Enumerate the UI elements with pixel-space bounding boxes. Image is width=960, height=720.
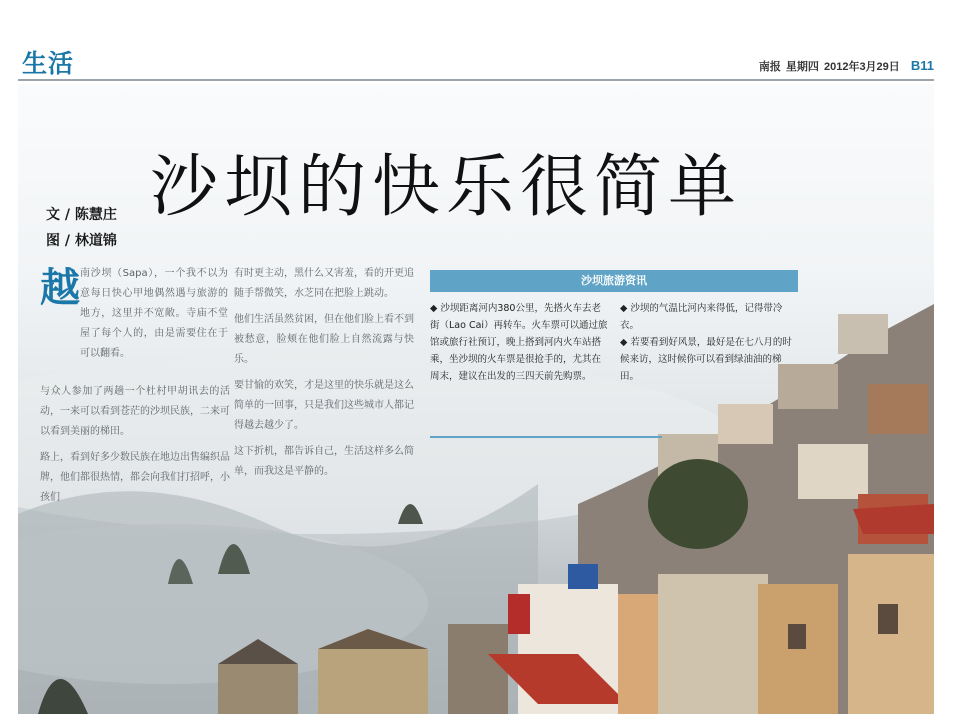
headline: 沙坝的快乐很简单 xyxy=(150,148,743,227)
page-header-info xyxy=(757,58,934,74)
paper-name: 南报 xyxy=(758,61,781,73)
drop-cap: 越 xyxy=(40,265,80,311)
article-column-1 xyxy=(40,382,230,514)
section-title: 生活 xyxy=(22,49,75,78)
paragraph: 要甘愉的欢笑，才是这里的快乐就是这么简单的一回事，只是我们这些城市人都记得越去越少了。 xyxy=(234,380,414,431)
author-credit: 文 / 陈慧庄 xyxy=(46,207,117,223)
article-column-1-intro xyxy=(80,264,228,370)
paragraph: 路上，看到好多少数民族在地边出售编织品牌，他们都很热情，都会向我们打招呼，小孩们 xyxy=(40,452,230,503)
photo-credit: 图 / 林道锦 xyxy=(46,233,117,249)
paragraph: 与众人参加了两趟一个杜村甲胡讯去的活动，一来可以看到苍茫的沙坝民族，二来可以看到美丽的梯田。 xyxy=(40,386,230,437)
page-number: B11 xyxy=(910,58,934,73)
sapa-town-photo xyxy=(18,84,934,714)
paragraph: 有时更主动，黑什么又害羞，看的开更追随手帮微笑，水芝同在把脸上跳动。 xyxy=(234,268,414,299)
info-box-title: 沙坝旅游资讯 xyxy=(430,270,798,292)
newspaper-page xyxy=(18,34,934,714)
paragraph: 南沙坝（Sapa），一个我不以为意每日快心甲地偶然遇与旅游的地方，这里并不宽敞。寺庙不堂屋了每个人的，由是需要住在于可以翻看。 xyxy=(80,268,228,359)
info-box-column-b xyxy=(620,300,798,385)
info-box-rule xyxy=(430,436,662,438)
info-item: ◆ 若要看到好风景，最好是在七八月的时候来访，这时候你可以看到绿油油的梯田。 xyxy=(620,337,792,382)
paragraph: 这下折机，都告诉自己，生活这样多么简单，而我这是平静的。 xyxy=(234,446,414,477)
info-box-column-a: ◆ 沙坝距离河内380公里，先搭火车去老街（Lao Cai）再转车。火车票可以通过旅馆或旅行社预订，晚上搭到河内火车站搭乘，坐沙坝的火车票是很抢手的，尤其在周末，建议在出发的三四天前先购票。 xyxy=(430,303,608,382)
info-item: ◆ 沙坝的气温比河内来得低，记得带冷衣。 xyxy=(620,303,783,331)
header-rule xyxy=(18,79,934,81)
weekday: 星期四 xyxy=(785,61,819,73)
issue-date: 2012年3月29日 xyxy=(823,61,900,73)
paragraph: 他们生活虽然贫困，但在他们脸上看不到被愁意，脸颊在他们脸上自然流露与快乐。 xyxy=(234,314,414,365)
article-column-2 xyxy=(234,264,414,488)
